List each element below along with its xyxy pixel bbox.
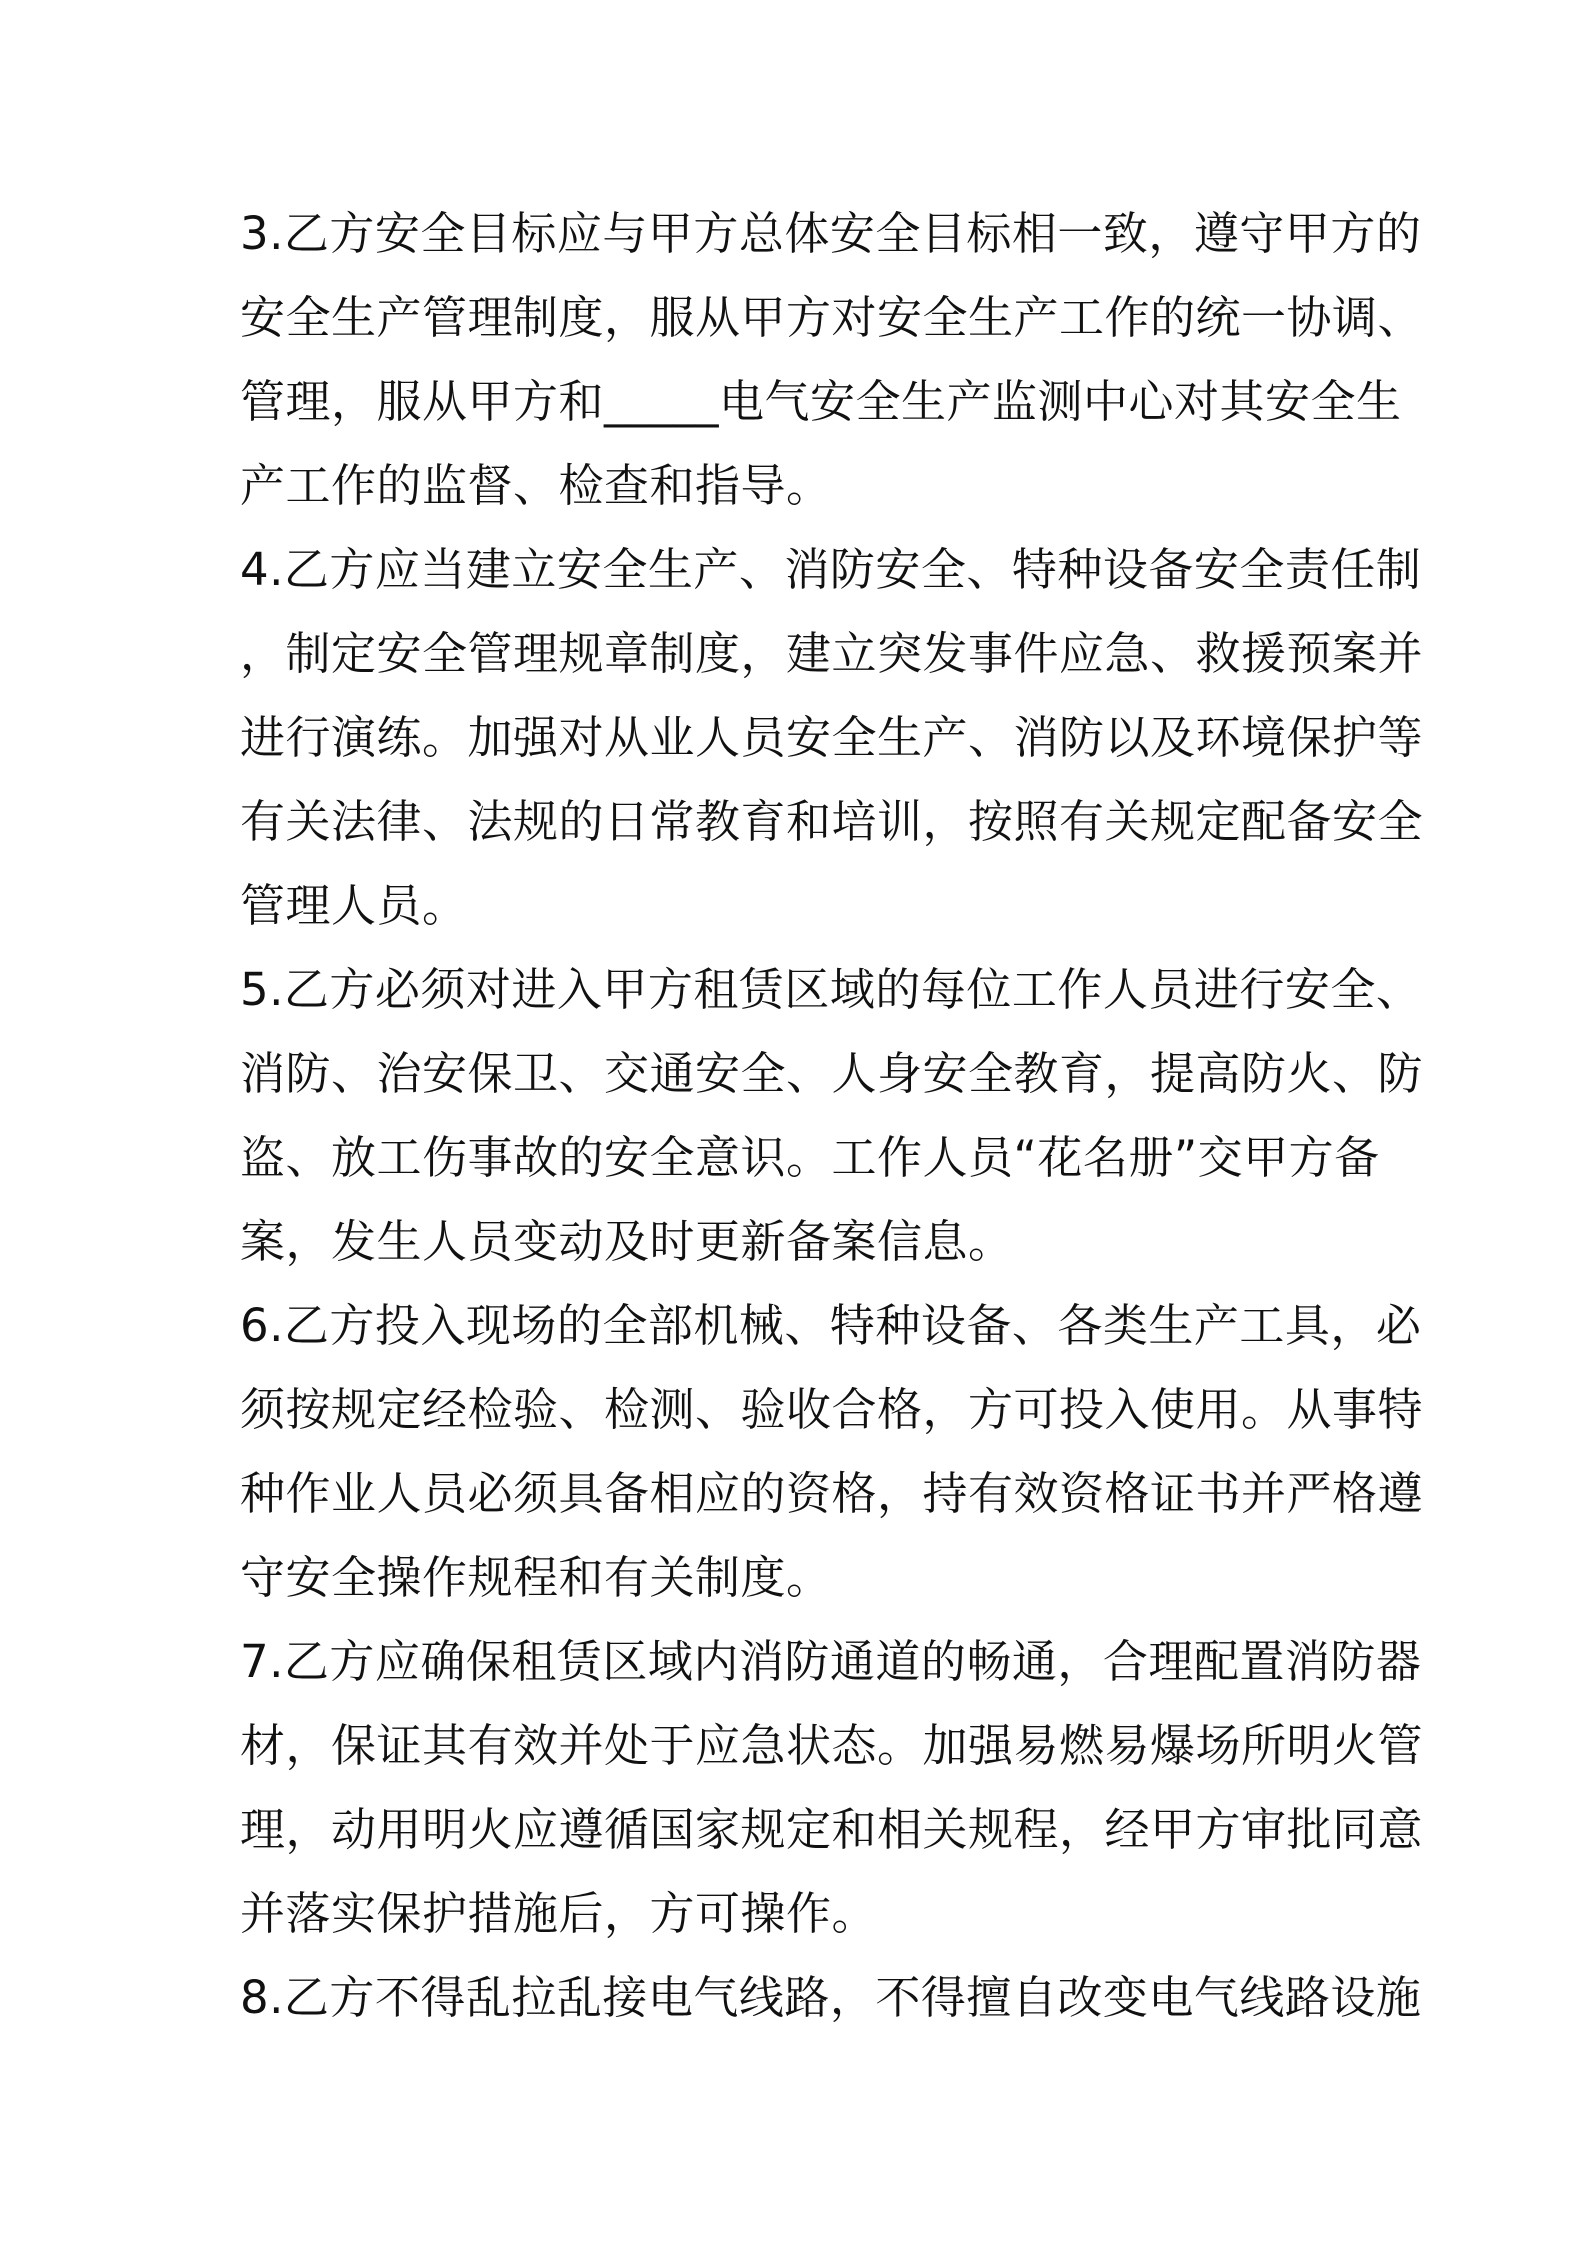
clause-3-line-4: 产工作的监督、检查和指导。 [240,459,832,512]
clause-3-line-3: 管理，服从甲方和_____电气安全生产监测中心对其安全生 [240,375,1402,428]
clause-7-line-4: 并落实保护措施后，方可操作。 [240,1887,878,1940]
clause-4-line-1: 4.乙方应当建立安全生产、消防安全、特种设备安全责任制 [240,543,1422,596]
clause-4-line-3: 进行演练。加强对从业人员安全生产、消防以及环境保护等 [240,711,1424,764]
clause-5-line-4: 案，发生人员变动及时更新备案信息。 [240,1215,1014,1268]
clause-6-line-4: 守安全操作规程和有关制度。 [240,1551,832,1604]
clause-7-line-2: 材，保证其有效并处于应急状态。加强易燃易爆场所明火管 [240,1719,1424,1772]
clause-6-line-3: 种作业人员必须具备相应的资格，持有效资格证书并严格遵 [240,1467,1424,1520]
clause-4-line-5: 管理人员。 [240,879,468,932]
clause-6-line-2: 须按规定经检验、检测、验收合格，方可投入使用。从事特 [240,1383,1424,1436]
clause-6-line-1: 6.乙方投入现场的全部机械、特种设备、各类生产工具，必 [240,1299,1422,1352]
clause-4-line-4: 有关法律、法规的日常教育和培训，按照有关规定配备安全 [240,795,1424,848]
clause-5-line-2: 消防、治安保卫、交通安全、人身安全教育，提高防火、防 [240,1047,1424,1100]
clause-3-line-2: 安全生产管理制度，服从甲方对安全生产工作的统一协调、 [240,291,1424,344]
clause-5-line-3: 盗、放工伤事故的安全意识。工作人员“花名册”交甲方备 [240,1131,1380,1184]
clause-3-line-1: 3.乙方安全目标应与甲方总体安全目标相一致，遵守甲方的 [240,207,1422,260]
clause-7-line-3: 理，动用明火应遵循国家规定和相关规程，经甲方审批同意 [240,1803,1424,1856]
clause-4-line-2: ，制定安全管理规章制度，建立突发事件应急、救援预案并 [240,627,1424,680]
document-body [240,192,1424,2040]
clause-8-line-1: 8.乙方不得乱拉乱接电气线路，不得擅自改变电气线路设施 [240,1971,1422,2024]
clause-5-line-1: 5.乙方必须对进入甲方租赁区域的每位工作人员进行安全、 [240,963,1422,1016]
clause-7-line-1: 7.乙方应确保租赁区域内消防通道的畅通，合理配置消防器 [240,1635,1422,1688]
